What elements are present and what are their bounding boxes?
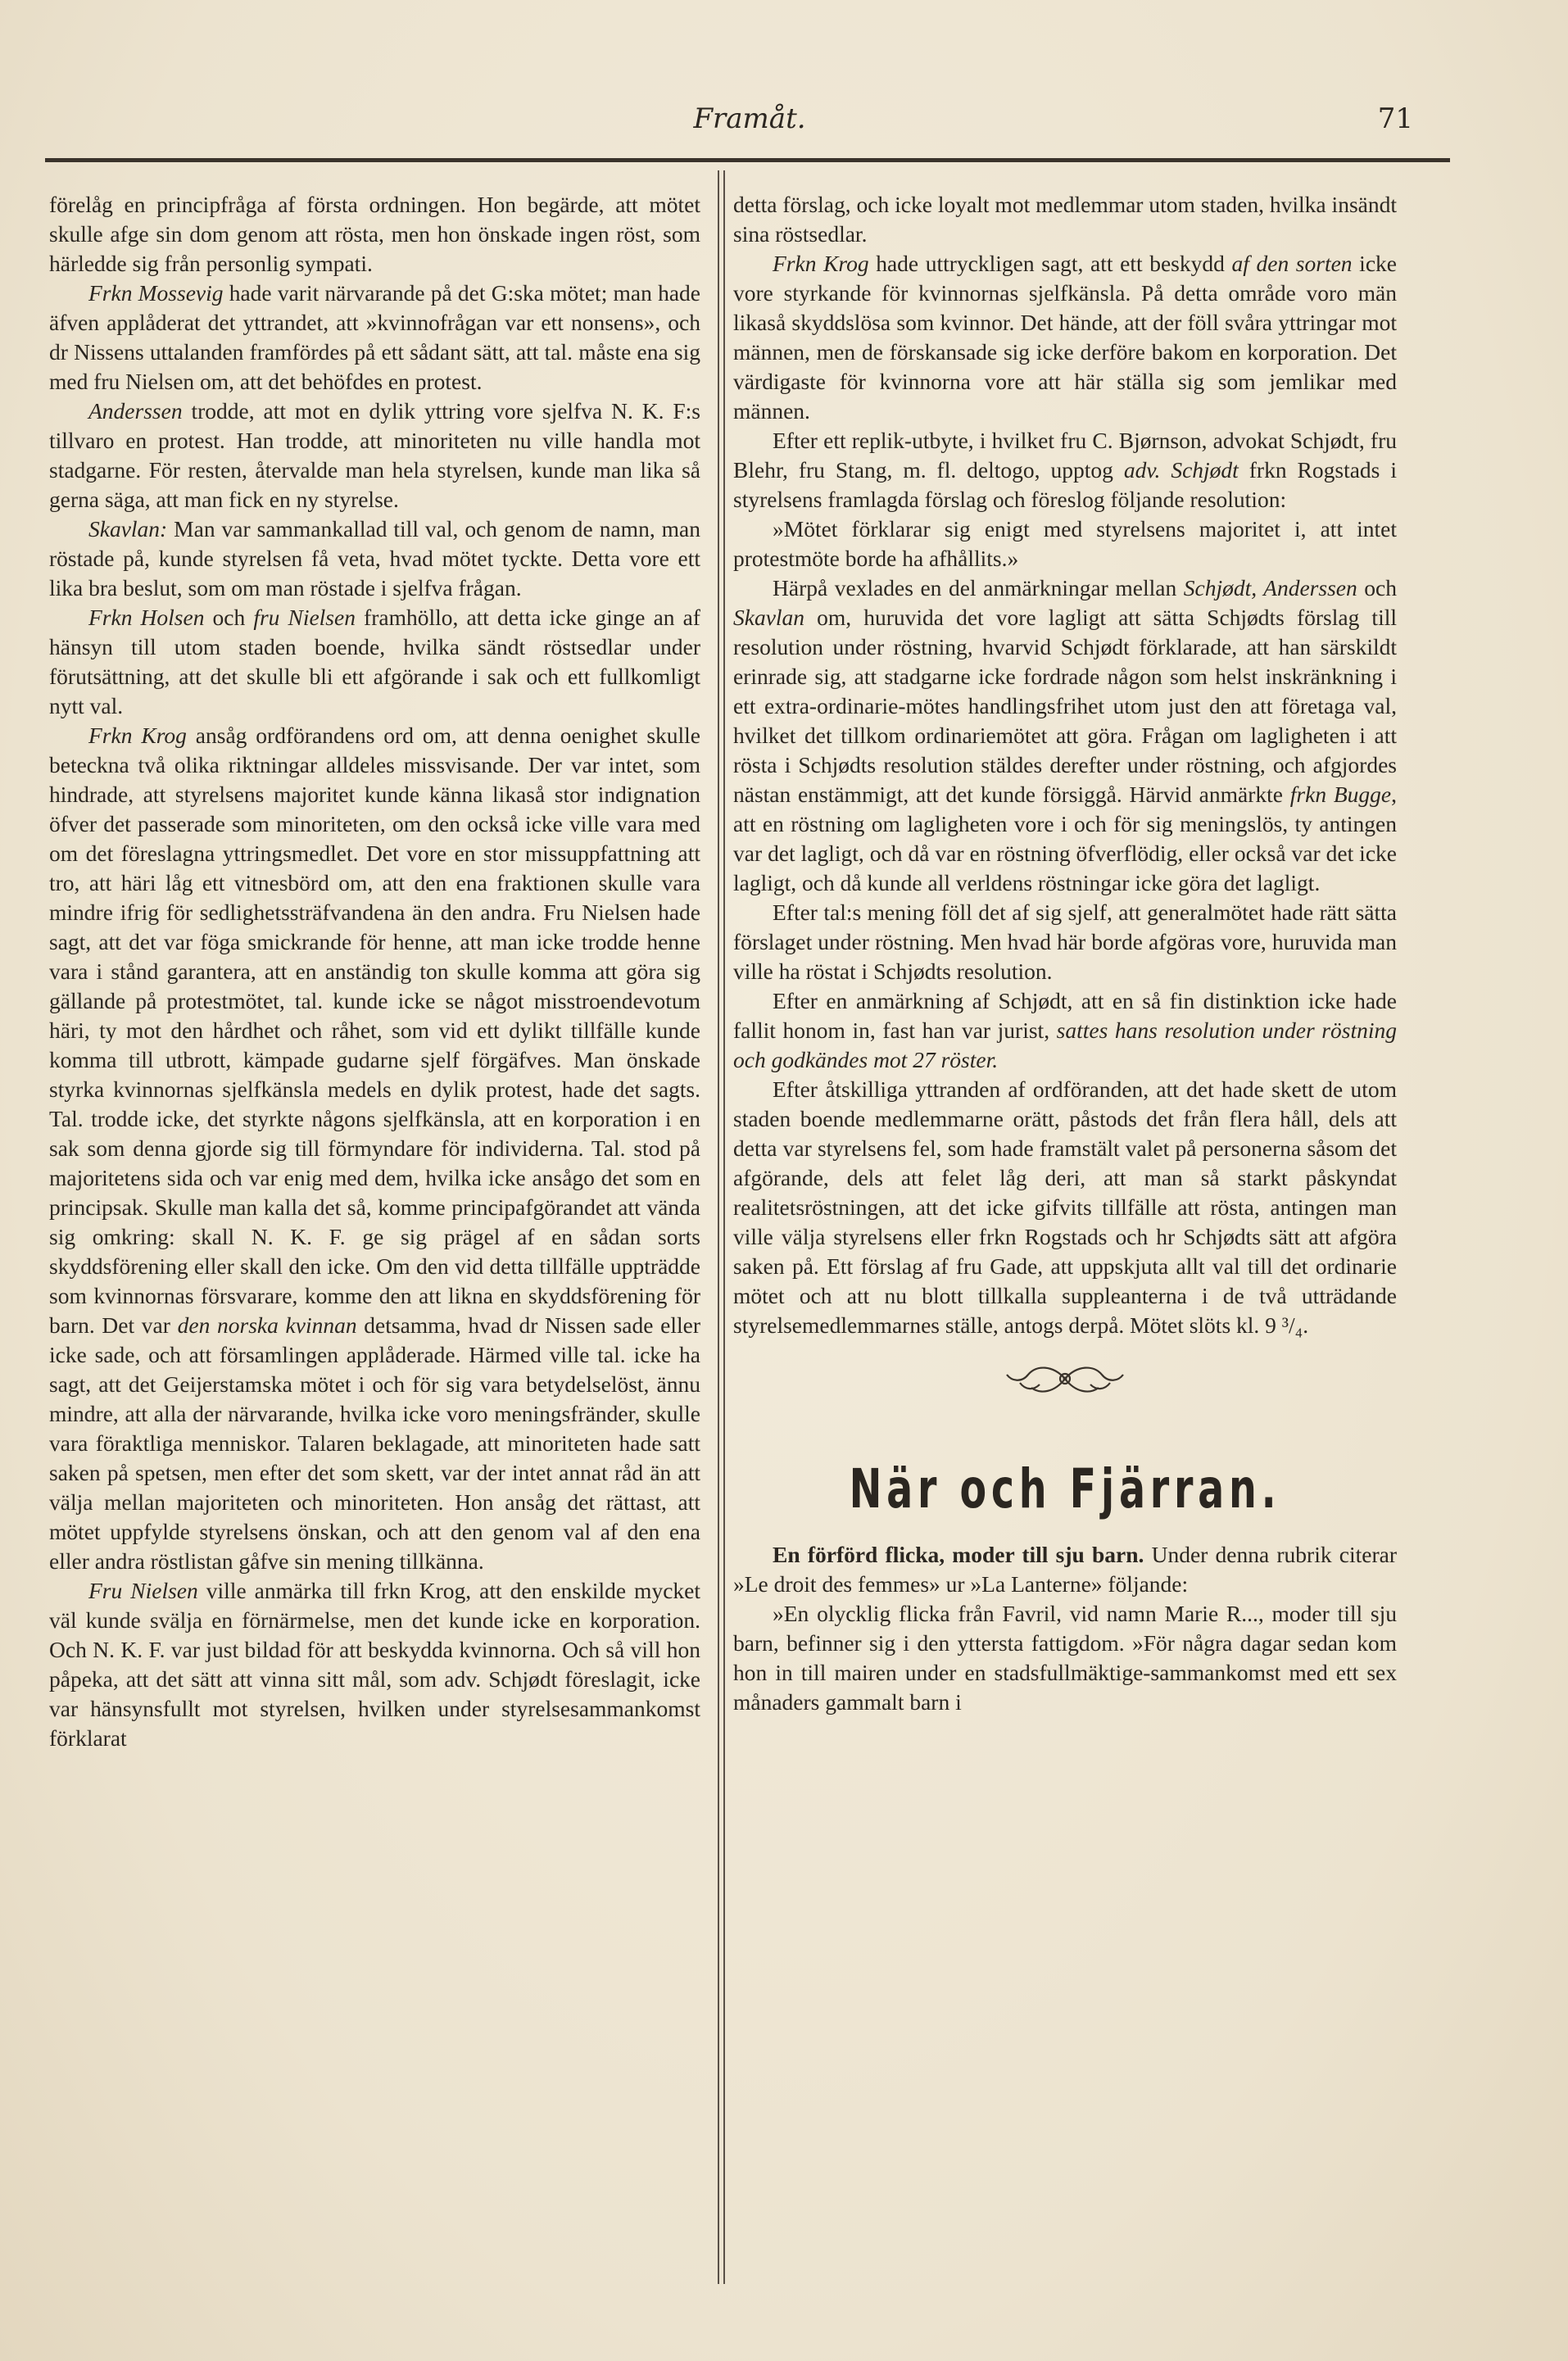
italic-text: adv. Schjødt: [1123, 457, 1239, 483]
text-run: och: [204, 605, 254, 630]
italic-text: frkn Bugge: [1289, 782, 1392, 807]
italic-text: fru Nielsen: [253, 605, 356, 630]
text-run: Efter tal:s mening föll det af sig sjelf, att generalmötet hade rätt sätta förslaget under röstning. Men hvad här borde afgöras vore, huruvida man ville ha röstat i Schjødts resolution.: [733, 900, 1397, 984]
article-intro: Under denna rubrik citerar »Le droit des femmes» ur »La Lanterne» följande:: [733, 1542, 1397, 1597]
text-run: Efter en anmärkning af Schjødt, att en så fin distinktion icke hade fallit honom in, fast han var jurist,: [733, 988, 1397, 1043]
italic-text: Frkn Mossevig: [88, 280, 224, 306]
paragraph: [733, 986, 1397, 1075]
paragraph: [49, 279, 700, 397]
running-title: Framåt.: [693, 102, 806, 135]
paragraph: [49, 514, 700, 603]
text-run: »Mötet förklarar sig enigt med styrelsens majoritet i, att intet protestmöte borde ha afhållits.»: [733, 516, 1397, 571]
text-run: förelåg en principfråga af första ordningen. Hon begärde, att mötet skulle afge sin dom genom att rösta, men hon önskade ingen röst, som härledde sig från personlig sympati.: [49, 192, 700, 276]
column-divider: [723, 170, 725, 2284]
column-divider: [718, 170, 719, 2284]
paragraph: [49, 397, 700, 514]
paragraph: [49, 721, 700, 1576]
paragraph: [733, 249, 1397, 426]
text-run: hade uttryckligen sagt, att ett beskydd: [868, 251, 1232, 276]
text-run: Efter ett replik-utbyte, i hvilket fru C. Bjørnson, advokat Schjødt, fru Blehr, fru Stang, m. fl. deltogo, upptog: [733, 428, 1397, 483]
italic-text: Skavlan: [733, 605, 805, 630]
text-run: om, huruvida det vore lagligt att sätta Schjødts förslag till resolution under röstning, hvarvid Schjødt förklarade, att han särskildt erinrade sig, att stadgarne icke fordrade någon som helst inskränkning i ett extra-ordinarie-mötes handlingsfrihet utom just den att företaga val, hvilket det tillkom ordinariemötet att göra. Frågan om lagligheten i att rösta i Schjødts resolution stäldes derefter under röstning, och afgjordes nästan enstämmigt, att det kunde försiggå. Härvid anmärkte: [733, 605, 1397, 807]
text-run: och: [1357, 575, 1397, 600]
text-run: hade varit närvarande på det G:ska mötet; man hade äfven applåderat det yttrandet, att »kvinnofrågan var ett nonsens», och dr Nissens uttalanden framfördes på ett sådant sätt, att tal. måste ena sig med fru Nielsen om, att det behöfdes en protest.: [49, 280, 700, 394]
italic-text: Skavlan:: [88, 516, 168, 542]
italic-text: Schjødt, Anderssen: [1183, 575, 1357, 600]
paragraph: [733, 573, 1397, 898]
italic-text: Frkn Krog: [773, 251, 869, 276]
italic-text: Frkn Krog: [88, 723, 187, 748]
text-run: Härpå vexlades en del anmärkningar mellan: [773, 575, 1184, 600]
paragraph: [49, 603, 700, 721]
text-run: frkn Rogstads i styrelsens framlagda förslag och föreslog följande resolution:: [733, 457, 1397, 512]
right-column: [733, 190, 1397, 1717]
italic-text: Fru Nielsen: [88, 1578, 198, 1603]
text-run: detsamma, hvad dr Nissen sade eller icke sade, och att församlingen applåderade. Härmed ville tal. icke ha sagt, att det Geijerstamska mötet i och för sig vara betydelselöst, ännu mindre, att alla der närvarande, hvilka icke voro meningsfränder, skulle vara föraktliga menniskor. Talaren beklagade, att minoriteten hade satt saken på spetsen, men efter det som skett, var der intet annat råd än att välja mellan majoriteten och minoriteten. Hon ansåg det rättast, att mötet uppfylde styrelsens önskan, och att den genom val af den ena eller andra röstlistan gåfve sin mening tillkänna.: [49, 1312, 700, 1574]
paragraph: [49, 1576, 700, 1753]
text-run: detta förslag, och icke loyalt mot medlemmar utom staden, hvilka insändt sina röstsedlar.: [733, 192, 1397, 247]
italic-text: sattes hans resolution under röstning och godkändes mot 27 röster.: [733, 1017, 1397, 1072]
floral-ornament-icon: [1004, 1358, 1126, 1399]
page-header: [45, 102, 1454, 152]
text-run: ansåg ordförandens ord om, att denna oenighet skulle beteckna två olika riktningar alldeles missvisande. Der var intet, som hindrade, att styrelsens majoritet kunde känna likaså stor indignation öfver det passerade som minoriteten, om den också icke ville vara med om det föreslagna yttringsmedlet. Det vore en stor missuppfattning att tro, att häri låg ett vitnesbörd om, att den ena fraktionen skulle vara mindre ifrig för sedlighetssträfvandena än den andra. Fru Nielsen hade sagt, att det var föga smickrande för henne, att man icke trodde henne vara i stånd garantera, att en anständig ton skulle komma att göra sig gällande på protestmötet, tal. kunde icke se något misstroendevotum häri, ty mot den hårdhet och råhet, som vid ett dylikt tillfälle kunde komma till utbrott, kämpade gudarne sjelf förgäfves. Man önskade styrka kvinnornas sjelfkänsla medels en dylik protest, hade det sagts. Tal. trodde icke, det styrkte någons sjelfkänsla, att en korporation i en sak som denna gjorde sig till förmyndare för individerna. Tal. stod på majoritetens sida och var enig med dem, hvilka icke ansågo det som en principsak. Skulle man kalla det så, komme principafgörandet att vända sig omkring: skall N. K. F. ge sig prägel af en sådan sorts skyddsförening eller skall den icke. Om den vid detta tillfälle uppträdde som kvinnornas försvarare, komme den att likna en skyddsförening för barn. Det var: [49, 723, 701, 1338]
article-paragraph: [733, 1540, 1397, 1599]
meeting-report-continued: [733, 190, 1397, 1340]
italic-text: Frkn Holsen: [88, 605, 205, 630]
text-run: ville anmärka till frkn Krog, att den enskilde mycket väl kunde svälja en förnärmelse, men det kunde icke en korporation. Och N. K. F. var just bildad för att beskydda kvinnorna. Och så vill hon påpeka, att det sätt att vinna sitt mål, som adv. Schjødt föreslagit, icke var hänsynsfullt mot styrelsen, hvilken under styrelsesammankomst förklarat: [49, 1578, 700, 1751]
article-quote: »En olycklig flicka från Favril, vid namn Marie R..., moder till sju barn, befinner sig i den yttersta fattigdom. »För några dagar sedan kom hon in till mairen under en stadsfullmäktige-sammankomst med ett sex månaders gammalt barn i: [733, 1601, 1397, 1715]
text-run: framhöllo, att detta icke ginge an af hänsyn till utom staden boende, hvilka sändt röstsedlar under förutsättning, att det skulle bli ett afgörande i sak och ett fullkomligt nytt val.: [49, 605, 700, 718]
italic-text: den norska kvinnan: [177, 1312, 357, 1338]
article-title: En förförd flicka, moder till sju barn.: [773, 1542, 1144, 1567]
paragraph: [733, 514, 1397, 573]
section-title: När och Fjärran.: [849, 1457, 1281, 1520]
paragraph: [733, 1075, 1397, 1340]
text-run: Man var sammankallad till val, och genom de namn, man röstade på, kunde styrelsen få veta, hvad mötet tyckte. Detta vore ett lika bra beslut, som om man röstade i sjelfva frågan.: [49, 516, 700, 600]
text-run: trodde, att mot en dylik yttring vore sjelfva N. K. F:s tillvaro en protest. Han trodde, att minoriteten nu ville handla mot stadgarne. För resten, återvalde man hela styrelsen, kunde man lika så gerna säga, att man fick en ny styrelse.: [49, 398, 700, 512]
paragraph: [49, 190, 700, 279]
italic-text: af den sorten: [1231, 251, 1353, 276]
italic-text: Anderssen: [88, 398, 183, 424]
paragraph: [733, 426, 1397, 514]
left-column: [49, 190, 700, 1753]
paragraph: [733, 190, 1397, 249]
text-run: icke vore styrkande för kvinnornas sjelfkänsla. På detta område voro män likaså skyddslösa som kvinnor. Det hände, att der föll svåra yttringar mot männen, men de förskansade sig icke derföre bakom en korporation. Det värdigaste för kvinnorna vore att här ställa sig som jemlikar med männen.: [733, 251, 1397, 424]
paragraph: [733, 898, 1397, 986]
header-rule: [45, 158, 1450, 162]
text-run: , att en röstning om lagligheten vore i och för sig meningslös, ty antingen var det lagligt, och då var en röstning öfverflödig, eller också var det icke lagligt, och då kunde all verldens röstningar icke göra det lagligt.: [733, 782, 1397, 895]
page-number: 71: [1377, 102, 1413, 135]
text-run: Efter åtskilliga yttranden af ordföranden, att det hade skett de utom staden boende medlemmarne orätt, påstods det från flera håll, dels att detta var styrelsens fel, som hade framstält valet på personerna såsom det afgörande, dels att felet låg deri, att man så starkt påskyndat realitetsröstningen, att det icke gifvits tillfälle att rösta, antingen man ville välja styrelsens eller frkn Rogstads och hr Schjødts sätt att afgöra saken på. Ett förslag af fru Gade, att uppskjuta allt val till det ordinarie mötet och att nu blott tillkalla suppleanterna i de två utträdande styrelsemedlemmarnes ställe, antogs derpå. Mötet slöts kl. 9 ³/₄.: [733, 1076, 1397, 1338]
